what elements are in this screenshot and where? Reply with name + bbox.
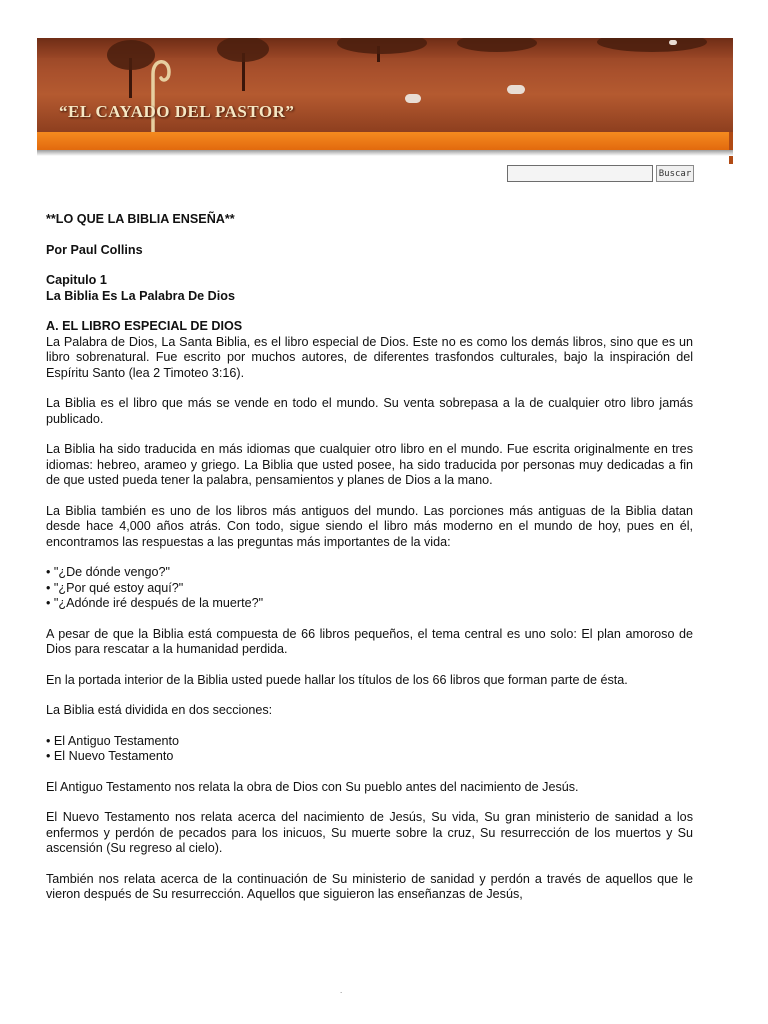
spacer: [46, 550, 693, 565]
list-item: • "¿Por qué estoy aquí?": [46, 580, 184, 595]
section-title: A. EL LIBRO ESPECIAL DE DIOS: [46, 319, 243, 333]
spacer: [46, 258, 693, 273]
list-item: • El Antiguo Testamento: [46, 733, 179, 748]
spacer: [46, 795, 693, 810]
spacer: [46, 489, 693, 504]
chapter-title: La Biblia Es La Palabra De Dios: [46, 288, 235, 303]
paragraph: La Biblia es el libro que más se vende en todo el mundo. Su venta sobrepasa a la de cualquier otro libro jamás publicado.: [46, 396, 693, 426]
paragraph: El Nuevo Testamento nos relata acerca del nacimiento de Jesús, Su vida, Su gran ministerio de sanidad a los enfermos y perdón de pecados para los inicuos, Su muerte sobre la cruz, Su resurrección de los muertos y Su ascensión (Su regreso al cielo).: [46, 810, 693, 855]
spacer: [46, 304, 693, 319]
list-item: • El Nuevo Testamento: [46, 749, 174, 763]
article-body: [46, 212, 693, 903]
header-shadow: [37, 150, 733, 156]
article-author: Por Paul Collins: [46, 242, 143, 257]
paragraph: A pesar de que la Biblia está compuesta de 66 libros pequeños, el tema central es uno solo: El plan amoroso de Dios para rescatar a la humanidad perdida.: [46, 626, 693, 656]
paragraph: La Biblia ha sido traducida en más idiomas que cualquier otro libro en el mundo. Fue escrita originalmente en tres idiomas: hebreo, arameo y griego. La Biblia que usted posee, ha sido traducida por personas muy dedicadas a fin de que usted pueda tener la palabra, pensamientos y planes de Dios a la mano.: [46, 442, 693, 487]
sheep-image: [669, 40, 677, 45]
sheep-image: [405, 94, 421, 103]
page-footer-dot: .: [340, 986, 343, 995]
search-input[interactable]: [507, 165, 653, 182]
paragraph: También nos relata acerca de la continuación de Su ministerio de sanidad y perdón a través de aquellos que le vieron después de Su resurrección. Aquellos que siguieron las enseñanzas de Jesús,: [46, 871, 693, 901]
list-item: • "¿De dónde vengo?": [46, 565, 170, 579]
spacer: [46, 719, 693, 734]
spacer: [46, 381, 693, 396]
header-orange-bar: [37, 132, 733, 150]
article-heading: **LO QUE LA BIBLIA ENSEÑA**: [46, 212, 235, 226]
header-banner: [37, 38, 733, 132]
spacer: [46, 688, 693, 703]
paragraph: La Biblia también es uno de los libros más antiguos del mundo. Las porciones más antiguas de la Biblia datan desde hace 4,000 años atrás. Con todo, sigue siendo el libro más moderno en el mundo de hoy, pues en él, encontramos las respuestas a las preguntas más importantes de la vida:: [46, 503, 693, 549]
header-bar-tab: [729, 132, 733, 164]
spacer: [46, 857, 693, 872]
list-item: • "¿Adónde iré después de la muerte?": [46, 596, 264, 610]
spacer: [46, 658, 693, 673]
tree-image: [217, 38, 269, 62]
spacer: [46, 765, 693, 780]
site-title: “EL CAYADO DEL PASTOR”: [59, 102, 295, 121]
chapter-number: Capitulo 1: [46, 273, 107, 287]
spacer: [46, 612, 693, 627]
spacer: [46, 427, 693, 442]
sheep-image: [507, 85, 525, 94]
paragraph: La Biblia está dividida en dos secciones:: [46, 703, 273, 717]
spacer: [46, 228, 693, 243]
paragraph: La Palabra de Dios, La Santa Biblia, es el libro especial de Dios. Este no es como los demás libros, sino que es un libro sobrenatural. Fue escrito por muchos autores, de diferentes trasfondos culturales, bajo la inspiración del Espíritu Santo (lea 2 Timoteo 3:16).: [46, 334, 693, 380]
search-button[interactable]: Buscar: [656, 165, 694, 182]
paragraph: El Antiguo Testamento nos relata la obra de Dios con Su pueblo antes del nacimiento de Jesús.: [46, 779, 579, 794]
paragraph: En la portada interior de la Biblia usted puede hallar los títulos de los 66 libros que forman parte de ésta.: [46, 672, 628, 687]
